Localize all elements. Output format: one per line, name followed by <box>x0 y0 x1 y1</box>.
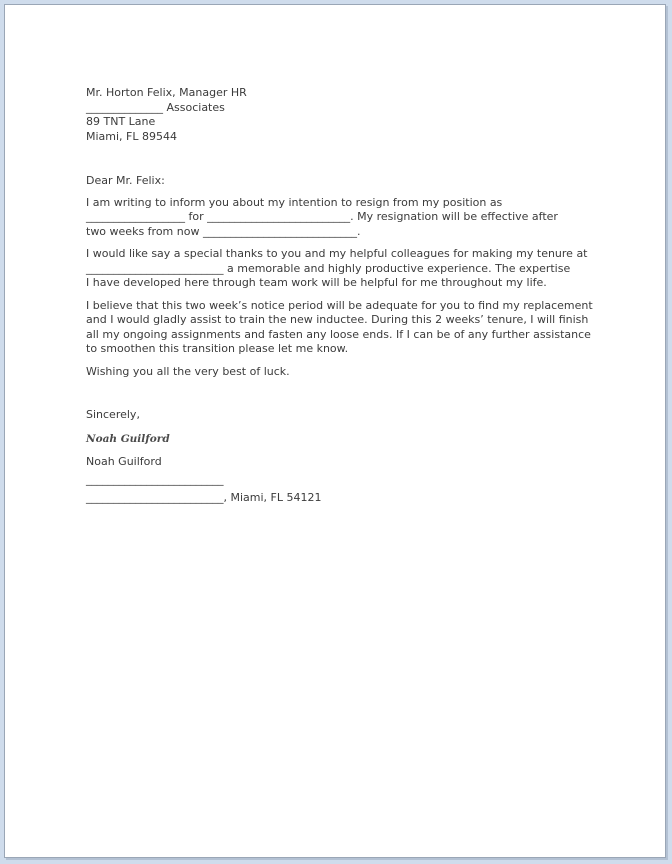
handwritten-signature: Noah Guilford <box>86 432 170 445</box>
letter-content <box>86 86 591 505</box>
recipient-name-title: Mr. Horton Felix, Manager HR <box>86 86 247 99</box>
valediction: Sincerely, <box>86 408 140 421</box>
recipient-city-state-zip: Miami, FL 89544 <box>86 129 177 143</box>
closing-block <box>86 408 591 505</box>
recipient-company: ______________ Associates <box>86 100 225 114</box>
salutation: Dear Mr. Felix: <box>86 174 165 187</box>
paragraph-notice-period: I believe that this two week’s notice period will be adequate for you to find my replacement and I would gladly assist to train the new inductee. During this 2 weeks’ tenure, I will finish all my ongoing assignments and fasten any loose ends. If I can be of any further assistance to smoothen this transition please let me know. <box>86 298 593 355</box>
signer-name: Noah Guilford <box>86 454 162 468</box>
paragraph-intention: I am writing to inform you about my intention to resign from my position as __________________ for __________________________. My resignation will be effective after two weeks from now ____________________________. <box>86 195 558 238</box>
recipient-street: 89 TNT Lane <box>86 115 156 128</box>
recipient-address <box>86 86 591 144</box>
paragraph-thanks: I would like say a special thanks to you and my helpful colleagues for making my tenure at _________________________ a memorable and highly productive experience. The expertise I have developed here through team work will be helpful for me throughout my life. <box>86 247 588 289</box>
paragraph-wishes: Wishing you all the very best of luck. <box>86 364 290 378</box>
letter-page <box>4 4 666 858</box>
sender-address-line-2: _________________________, Miami, FL 54121 <box>86 490 322 504</box>
sender-address-line-1: _________________________ <box>86 473 224 486</box>
